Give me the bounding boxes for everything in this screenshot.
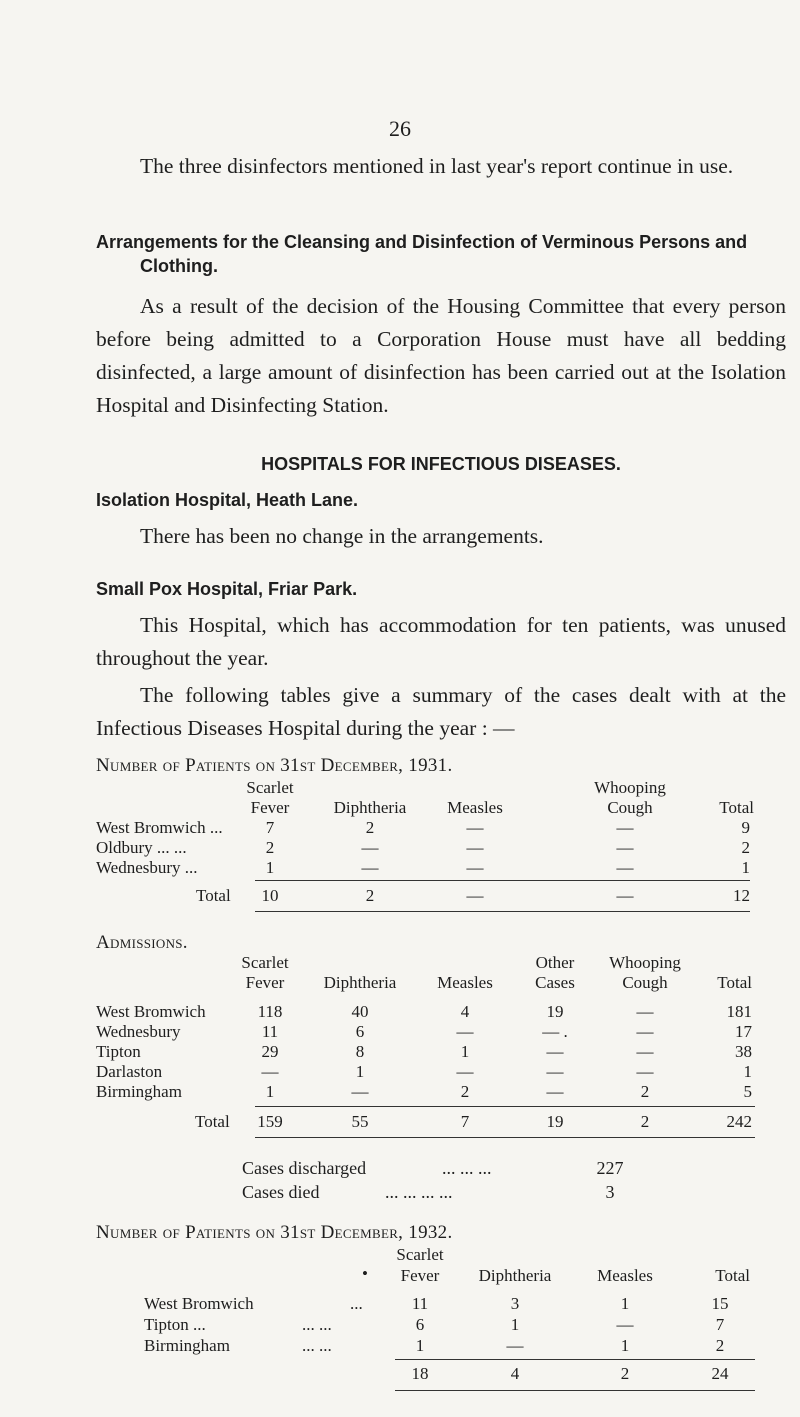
header-measles: Measles [437,973,493,992]
header-fever: Fever [245,973,285,992]
hospitals-heading: HOSPITALS FOR INFECTIOUS DISEASES. [261,454,621,474]
discharged-leader: ... ... ... [442,1158,492,1178]
divider [395,1390,755,1391]
header-cough: Cough [607,798,653,817]
header-total: Total [717,973,752,992]
table-1932-title: Number of Patients on 31st December, 1932. [96,1222,453,1243]
bullet-mark: • [362,1264,368,1283]
died-leader: ... ... ... ... [385,1182,453,1202]
discharged-label: Cases discharged [242,1158,367,1178]
header-whooping: Whooping [594,778,666,797]
header-scarlet: Scarlet [246,778,294,797]
header-total: Total [719,798,754,817]
died-label: Cases died [242,1182,320,1202]
header-measles: Measles [597,1266,653,1285]
smallpox-heading: Small Pox Hospital, Friar Park. [96,579,358,599]
isolation-heading: Isolation Hospital, Heath Lane. [96,490,359,510]
header-measles: Measles [447,798,503,817]
verminous-paragraph: As a result of the decision of the Housing Committee that every person before being admitted to a Corporation House must have all bedding disinfected, a large amount of disinfection has been carried out at the Isolation Hospital and Disinfecting Station. [96,294,786,417]
header-total: Total [715,1266,750,1285]
smallpox-paragraph: This Hospital, which has accommodation for ten patients, was unused throughout the year. [96,613,786,670]
header-diphtheria: Diphtheria [333,798,407,817]
header-whooping: Whooping [609,953,681,972]
isolation-paragraph: There has been no change in the arrangements. [140,524,544,548]
divider [255,880,750,881]
header-cough: Cough [622,973,668,992]
discharged-value: 227 [596,1158,624,1178]
divider [395,1359,755,1360]
header-diphtheria: Diphtheria [323,973,397,992]
header-fever: Fever [400,1266,440,1285]
table-1931-title: Number of Patients on 31st December, 1931. [96,755,453,776]
died-value: 3 [605,1182,615,1202]
table-admissions-title: Admissions. [96,932,188,953]
divider [255,1137,755,1138]
document-page: 26 The three disinfectors mentioned in last year's report continue in use. Arrangements for the Cleansing and Disinfection of Verminous Persons and Clothing. As a result of the decision of the Housing Committee that every person before being admitted to a Corporation House must have all bedding disinfected, a large amount of disinfection has been carried out at the Isolation Hospital and Disinfecting Station. HOSPITALS FOR INFECTIOUS DISEASES. Isolation Hospital, Heath Lane. There has been no change in the arrangements. Small Pox Hospital, Friar Park. This Hospital, which has accommodation for ten patients, was unused throughout the year. The following tables give a summary of the cases dealt with at the Infectious Diseases Hospital during the year : — Number of Patients on 31st December, 1931. Scarlet Fever Diphtheria Measles Whooping Cough Total West Bromwich ... 7 2 — — 9 Oldbury ... ... 2 — — — 2 Wednesbury ... 1 — — — 1 Total 10 2 — — 12 Admissions. Scarlet Fever Diphtheria Measles Other Cases Whooping Cough Total West Bromwich 118 40 4 19 — 181 Wednesbury 11 6 — — . — 17 Tipton 29 8 1 — — 38 Darlaston — 1 — — — 1 Birmingham 1 — 2 — 2 5 Total 159 55 7 19 2 242 Cases discharged ... ... ... 227 Cases died ... ... ... ... 3 Number of Patients on 31st December, 1932. • Scarlet Fever Diphtheria Measles Total West Bromwich ... 11 3 1 15 Tipton ... ... ... 6 1 — 7 Birmingham ... ... 1 — 1 2 18 4 2 24 [0,0,800,1417]
header-scarlet: Scarlet [241,953,289,972]
intro-paragraph: The three disinfectors mentioned in last year's report continue in use. [140,154,734,178]
header-diphtheria: Diphtheria [478,1266,552,1285]
header-other: Other [535,953,575,972]
divider [255,911,750,912]
divider [255,1106,755,1107]
header-cases: Cases [535,973,575,992]
header-fever: Fever [250,798,290,817]
summary-paragraph: The following tables give a summary of the cases dealt with at the Infectious Diseases Hospital during the year : — [96,683,786,740]
page-number: 26 [389,116,411,141]
verminous-heading: Arrangements for the Cleansing and Disinfection of Verminous Persons and Clothing. [96,232,748,276]
header-scarlet: Scarlet [396,1245,444,1264]
